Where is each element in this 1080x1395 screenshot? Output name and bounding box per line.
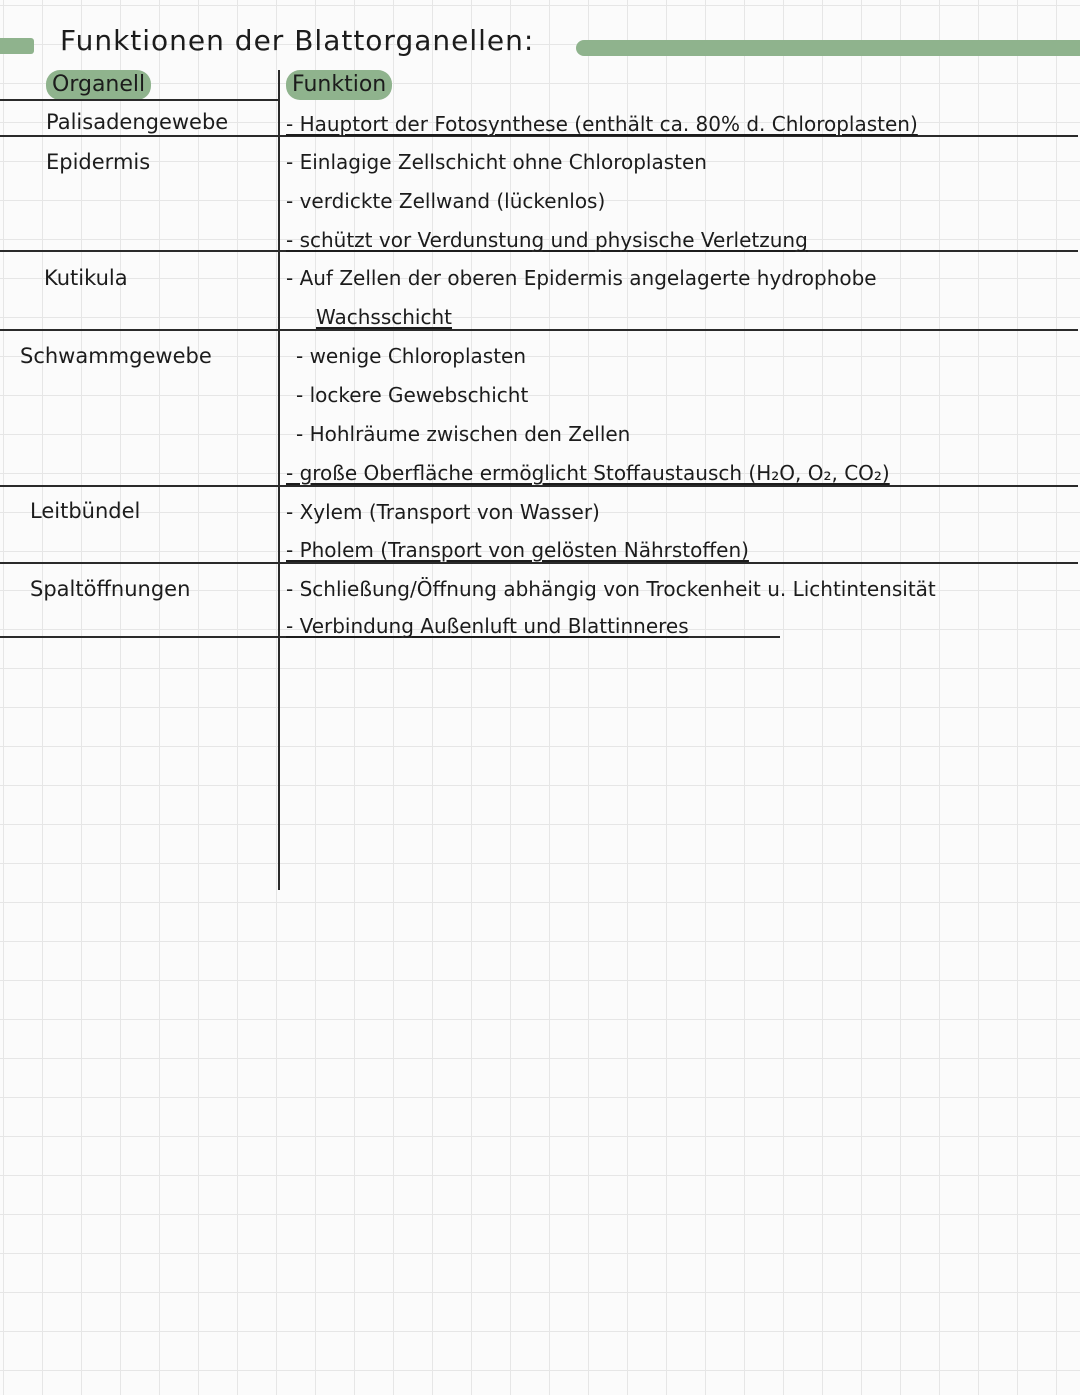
- organell-epidermis: Epidermis: [46, 150, 151, 174]
- funktion-item: - Schließung/Öffnung abhängig von Trockenheit u. Lichtintensität: [286, 577, 936, 601]
- page-title: Funktionen der Blattorganellen:: [60, 24, 535, 57]
- funktion-item: - Einlagige Zellschicht ohne Chloroplasten: [286, 150, 707, 174]
- funktion-item: - schützt vor Verdunstung und physische Verletzung: [286, 228, 808, 252]
- funktion-item: - Pholem (Transport von gelösten Nährstoffen): [286, 538, 749, 562]
- funktion-item: - Hauptort der Fotosynthese (enthält ca. 80% d. Chloroplasten): [286, 112, 918, 136]
- column-header-funktion: Funktion: [286, 70, 392, 100]
- organell-schwammgewebe: Schwammgewebe: [20, 344, 212, 368]
- funktion-item: - verdickte Zellwand (lückenlos): [286, 189, 606, 213]
- row-rule: [0, 329, 1078, 331]
- funktion-item: - wenige Chloroplasten: [296, 344, 527, 368]
- column-header-organell: Organell: [46, 70, 151, 100]
- funktion-item: - Auf Zellen der oberen Epidermis angelagerte hydrophobe: [286, 266, 877, 290]
- funktion-item: - Xylem (Transport von Wasser): [286, 500, 600, 524]
- funktion-item: - Verbindung Außenluft und Blattinneres: [286, 614, 689, 638]
- organell-leitbuendel: Leitbündel: [30, 499, 141, 523]
- header-rule: [0, 99, 278, 101]
- title-accent-bar: [576, 40, 1080, 56]
- title-accent-left: [0, 38, 34, 54]
- row-rule: [0, 562, 1078, 564]
- row-rule: [0, 485, 1078, 487]
- funktion-item: - Hohlräume zwischen den Zellen: [296, 422, 631, 446]
- organell-kutikula: Kutikula: [44, 266, 128, 290]
- funktion-item: - große Oberfläche ermöglicht Stoffaustausch (H₂O, O₂, CO₂): [286, 461, 890, 485]
- organell-palisadengewebe: Palisadengewebe: [46, 110, 229, 134]
- funktion-item: Wachsschicht: [316, 305, 453, 329]
- funktion-item: - lockere Gewebschicht: [296, 383, 529, 407]
- organell-spaltoeffnungen: Spaltöffnungen: [30, 577, 191, 601]
- column-divider: [278, 70, 280, 890]
